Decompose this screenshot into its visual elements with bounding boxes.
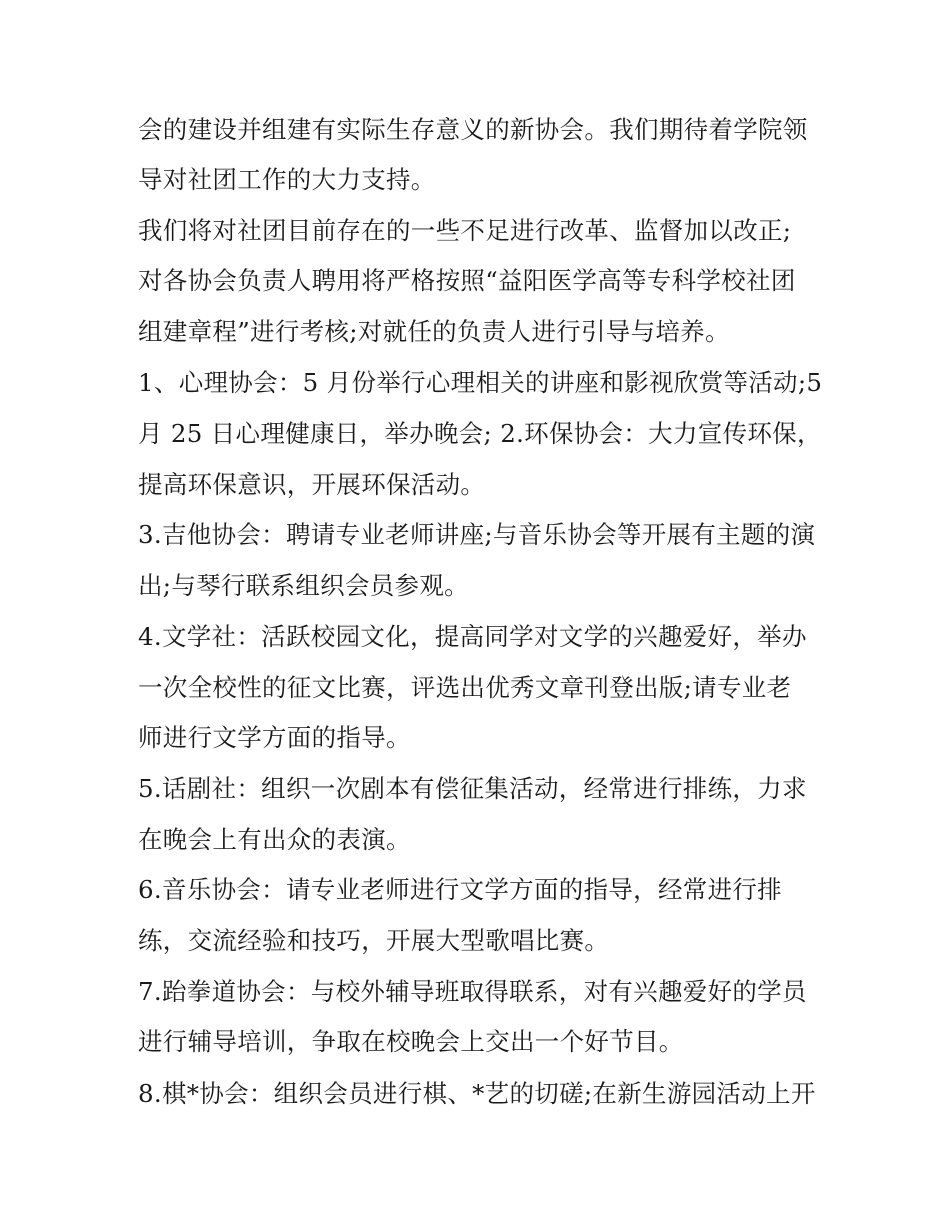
text-line-15: 在晚会上有出众的表演。 bbox=[138, 825, 411, 854]
text-line-17: 练，交流经验和技巧，开展大型歌唱比赛。 bbox=[138, 926, 610, 955]
text-line-5: 组建章程”进行考核;对就任的负责人进行引导与培养。 bbox=[138, 317, 730, 346]
text-line-16: 6.音乐协会：请专业老师进行文学方面的指导，经常进行排 bbox=[138, 875, 782, 904]
text-line-10: 出;与琴行联系组织会员参观。 bbox=[138, 571, 469, 600]
text-line-19: 进行辅导培训，争取在校晚会上交出一个好节目。 bbox=[138, 1027, 684, 1056]
text-line-18: 7.跆拳道协会：与校外辅导班取得联系，对有兴趣爱好的学员 bbox=[138, 977, 807, 1006]
text-line-14: 5.话剧社：组织一次剧本有偿征集活动，经常进行排练，力求 bbox=[138, 774, 807, 803]
text-line-6: 1、心理协会：5 月份举行心理相关的讲座和影视欣赏等活动;5 bbox=[138, 368, 823, 397]
text-line-11: 4.文学社：活跃校园文化，提高同学对文学的兴趣爱好，举办 bbox=[138, 622, 807, 651]
text-line-8: 提高环保意识，开展环保活动。 bbox=[138, 470, 486, 499]
text-line-9: 3.吉他协会：聘请专业老师讲座;与音乐协会等开展有主题的演 bbox=[138, 520, 816, 549]
text-line-1: 会的建设并组建有实际生存意义的新协会。我们期待着学院领 bbox=[138, 115, 808, 144]
text-line-12: 一次全校性的征文比赛，评选出优秀文章刊登出版;请专业老 bbox=[138, 673, 792, 702]
text-line-4: 对各协会负责人聘用将严格按照“益阳医学高等专科学校社团 bbox=[138, 266, 796, 295]
text-line-13: 师进行文学方面的指导。 bbox=[138, 723, 411, 752]
text-line-7: 月 25 日心理健康日，举办晚会; 2.环保协会：大力宣传环保， bbox=[138, 419, 822, 448]
text-line-20: 8.棋*协会：组织会员进行棋、*艺的切磋;在新生游园活动上开 bbox=[138, 1079, 816, 1108]
text-line-2: 导对社团工作的大力支持。 bbox=[138, 165, 436, 194]
text-line-3: 我们将对社团目前存在的一些不足进行改革、监督加以改正; bbox=[138, 216, 792, 245]
